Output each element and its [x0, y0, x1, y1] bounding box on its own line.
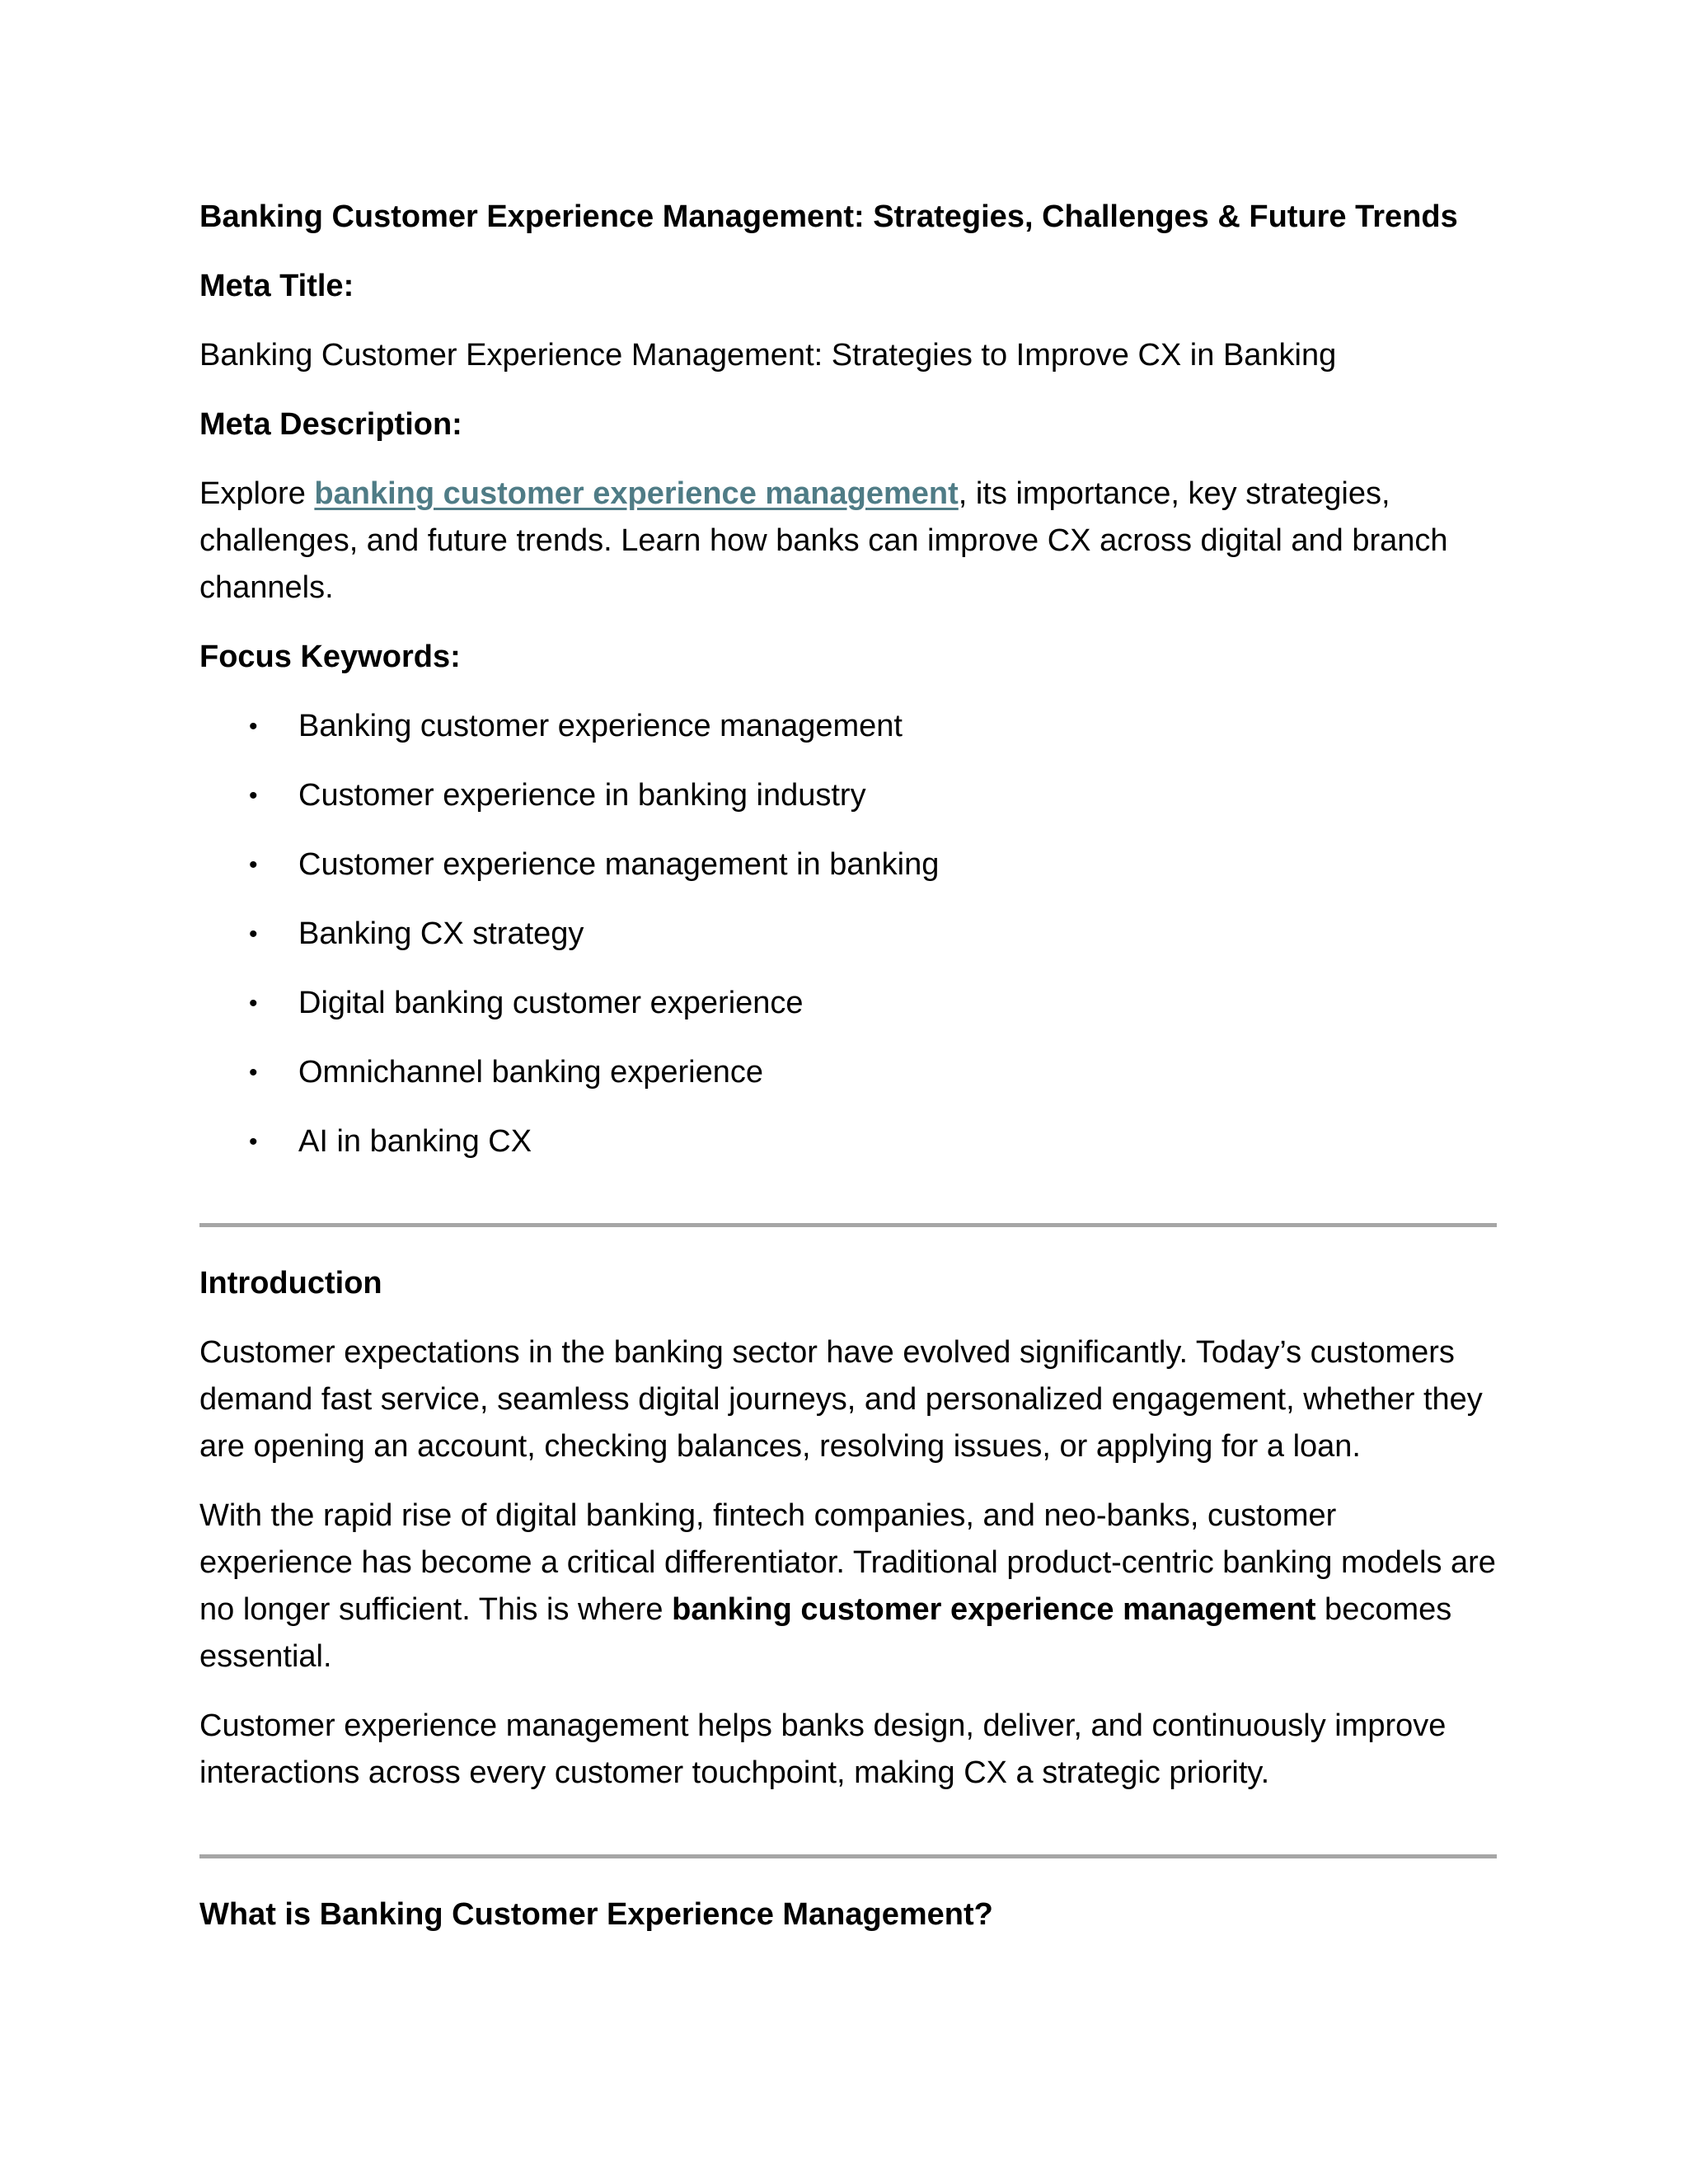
- bullet-icon: •: [249, 782, 258, 809]
- bullet-icon: •: [249, 1059, 258, 1086]
- list-item: [199, 980, 1497, 1027]
- keyword-text: Banking customer experience management: [298, 709, 903, 743]
- meta-description-prefix: Explore: [199, 476, 315, 511]
- meta-description-suffix: , its importance, key strategies, challenges, and future trends. Learn how banks can improve CX across digital and branch channels.: [199, 476, 1448, 605]
- keyword-text: Customer experience in banking industry: [298, 778, 866, 813]
- intro-paragraph-2-suffix: becomes essential.: [199, 1592, 1452, 1674]
- keyword-text: Omnichannel banking experience: [298, 1055, 764, 1090]
- bullet-icon: •: [249, 851, 258, 879]
- meta-description-label: Meta Description:: [199, 407, 462, 442]
- meta-title-label: Meta Title:: [199, 269, 354, 303]
- intro-paragraph-2-prefix: With the rapid rise of digital banking, fintech companies, and neo-banks, customer experience has become a critical differentiator. Traditional product-centric banking models are no longer sufficient. This is where: [199, 1498, 1496, 1627]
- list-item: [199, 772, 1497, 819]
- bullet-icon: •: [249, 990, 258, 1017]
- document-title: Banking Customer Experience Management: Strategies, Challenges & Future Trends: [199, 199, 1458, 234]
- list-item: [199, 703, 1497, 750]
- keyword-text: AI in banking CX: [298, 1124, 532, 1159]
- list-item: [199, 1118, 1497, 1165]
- keyword-text: Digital banking customer experience: [298, 986, 804, 1020]
- intro-paragraph-3: Customer experience management helps banks design, deliver, and continuously improve interactions across every customer touchpoint, making CX a strategic priority.: [199, 1708, 1447, 1790]
- focus-keywords-label: Focus Keywords:: [199, 640, 461, 674]
- bullet-icon: •: [249, 921, 258, 948]
- document-page: [199, 194, 1497, 1938]
- meta-description-link[interactable]: banking customer experience management: [314, 476, 959, 511]
- intro-paragraph-1: Customer expectations in the banking sector have evolved significantly. Today’s customers demand fast service, seamless digital journeys, and personalized engagement, whether they are opening an account, checking balances, resolving issues, or applying for a loan.: [199, 1335, 1483, 1464]
- bullet-icon: •: [249, 713, 258, 740]
- bullet-icon: •: [249, 1128, 258, 1155]
- introduction-heading: Introduction: [199, 1266, 382, 1301]
- list-item: [199, 911, 1497, 958]
- list-item: [199, 841, 1497, 888]
- focus-keywords-list: [199, 703, 1497, 1165]
- keyword-text: Banking CX strategy: [298, 916, 584, 951]
- meta-description: [199, 471, 1497, 612]
- intro-paragraph-2-bold: banking customer experience management: [672, 1592, 1316, 1627]
- section-divider: [199, 1223, 1497, 1227]
- keyword-text: Customer experience management in banking: [298, 847, 940, 882]
- meta-title-value: Banking Customer Experience Management: Strategies to Improve CX in Banking: [199, 338, 1337, 373]
- intro-paragraph-2: [199, 1493, 1497, 1680]
- section-heading: What is Banking Customer Experience Management?: [199, 1897, 993, 1932]
- section-divider: [199, 1854, 1497, 1858]
- list-item: [199, 1049, 1497, 1096]
